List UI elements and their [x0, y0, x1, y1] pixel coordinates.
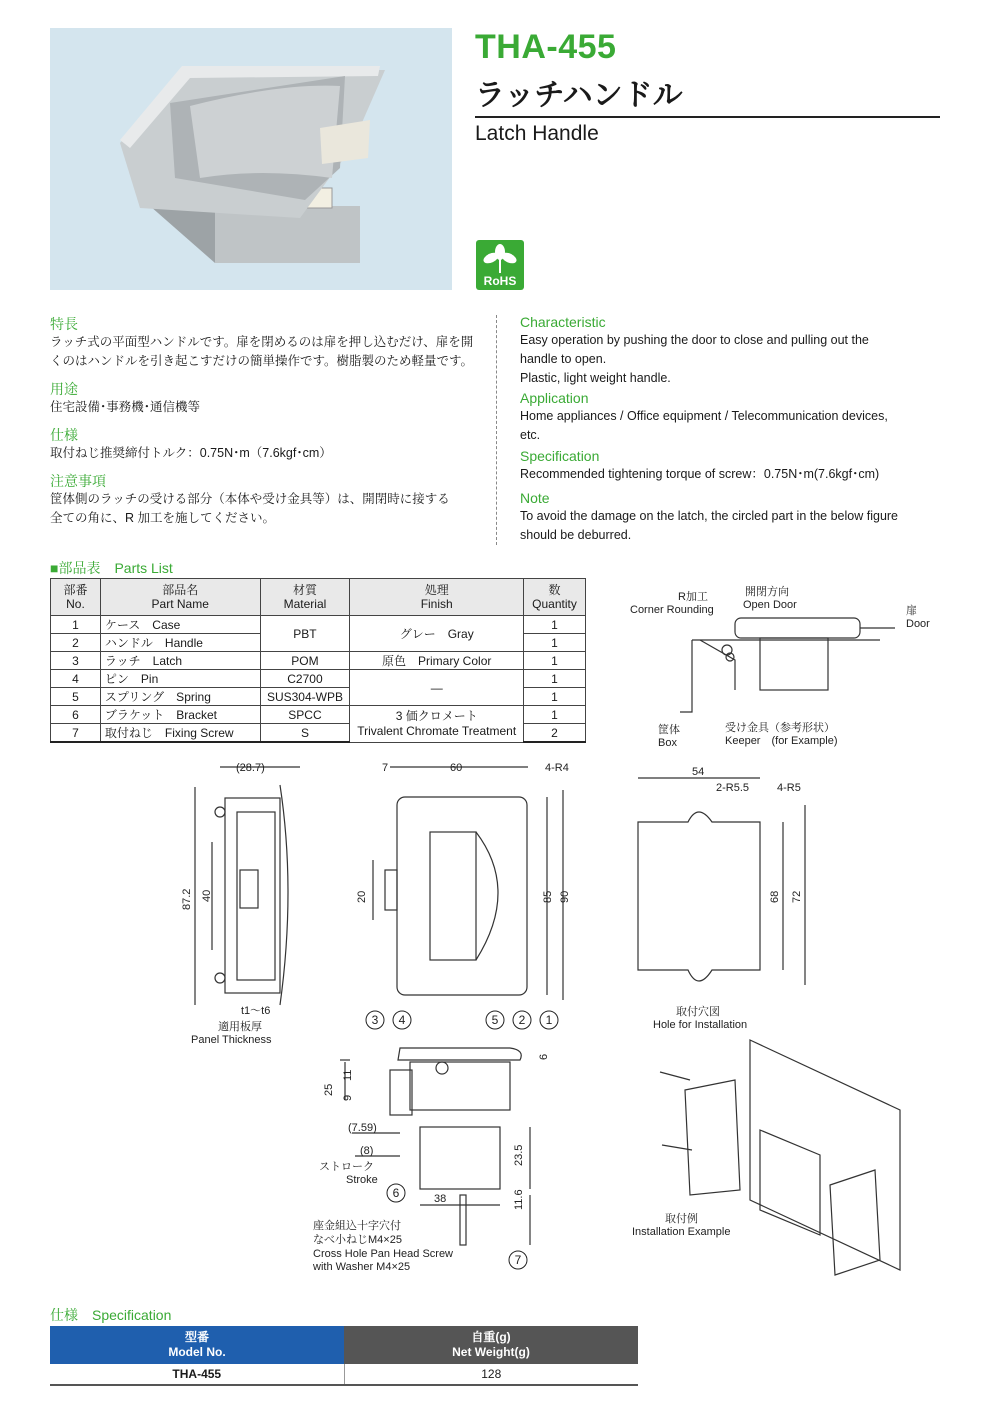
dim-2-r5-5: 2-R5.5	[716, 782, 750, 794]
usage-heading-jp: 用途	[50, 381, 78, 397]
callout-1: 1	[545, 1013, 553, 1027]
keeper-label-jp: 受け金具（参考形状）	[725, 722, 835, 734]
table-row: 7 取付ねじ Fixing Screw S 2	[51, 724, 586, 743]
col-model: 型番 Model No.	[50, 1326, 344, 1364]
specification-table-heading: 仕様 Specification	[50, 1307, 172, 1323]
char-line-2: handle to open.	[520, 352, 607, 366]
install-label-jp: 取付例	[665, 1213, 698, 1225]
table-row: 2 ハンドル Handle 1	[51, 634, 586, 652]
dim-54: 54	[692, 766, 705, 778]
stroke-label-en: Stroke	[346, 1174, 378, 1186]
specification-heading: Specification	[520, 448, 600, 464]
callout-4: 4	[398, 1013, 406, 1027]
panel-label-jp: 適用板厚	[218, 1021, 262, 1033]
spec-heading-jp: 仕様	[50, 427, 78, 443]
dim-7: 7	[382, 762, 389, 774]
col-weight: 自重(g) Net Weight(g)	[344, 1326, 638, 1364]
door-label-jp: 扉	[906, 605, 917, 617]
dim-6: 6	[538, 1053, 550, 1060]
section-view	[680, 618, 895, 712]
parts-list-heading: ■部品表 Parts List	[50, 560, 173, 576]
note-text	[520, 507, 898, 545]
dim-9: 9	[342, 1094, 354, 1101]
dim-87-2: 87.2	[181, 888, 193, 910]
dim-60: 60	[450, 762, 463, 774]
dim-11: 11	[342, 1069, 354, 1081]
table-row	[50, 1364, 638, 1385]
callout-2: 2	[518, 1013, 526, 1027]
table-row: 3 ラッチ Latch POM 原色 Primary Color 1	[51, 652, 586, 670]
note-heading-jp: 注意事項	[50, 473, 106, 489]
dim-20: 20	[356, 890, 368, 903]
keeper-label-en: Keeper (for Example)	[725, 735, 838, 747]
box-label-jp: 筐体	[658, 724, 680, 736]
rohs-label: RoHS	[483, 274, 517, 288]
install-label-en: Installation Example	[632, 1226, 731, 1238]
application-text	[520, 407, 888, 445]
hole-view	[638, 778, 805, 985]
callout-6: 6	[392, 1186, 400, 1200]
dim-85: 85	[542, 890, 554, 903]
features-heading-jp: 特長	[50, 316, 78, 332]
installation-view	[660, 1040, 900, 1275]
note-en-line-2: should be deburred.	[520, 528, 632, 542]
stroke-label-jp: ストローク	[319, 1161, 374, 1173]
table-row: 6 ブラケット Bracket SPCC 3 価クロメート Trivalent Chromate Treatment 1	[51, 706, 586, 724]
char-line-1: Easy operation by pushing the door to close and pulling out the	[520, 333, 869, 347]
dim-7-59: (7.59)	[348, 1122, 377, 1134]
spec-text-jp: 取付ねじ推奨締付トルク：0.75N･m（7.6kgf･cm）	[50, 446, 332, 460]
usage-text-jp: 住宅設備･事務機･通信機等	[50, 400, 201, 414]
dim-4-r4: 4-R4	[545, 762, 569, 774]
open-label-jp: 開閉方向	[745, 586, 789, 598]
panel-label-en: Panel Thickness	[191, 1034, 272, 1046]
features-line-1: ラッチ式の平面型ハンドルです。扉を閉めるのは扉を押し込むだけ、扉を開	[50, 335, 474, 349]
dim-90: 90	[559, 890, 571, 903]
column-divider	[496, 315, 497, 545]
spec-header-row	[50, 1326, 638, 1364]
col-quantity: 数 Quantity	[524, 579, 586, 616]
spec-model-value: THA-455	[50, 1364, 344, 1385]
specification-table	[50, 1326, 638, 1386]
page-title-en: Latch Handle	[475, 122, 599, 145]
application-heading: Application	[520, 390, 589, 406]
r-label-en: Corner Rounding	[630, 604, 714, 616]
dim-38: 38	[434, 1193, 447, 1205]
rohs-badge	[476, 240, 524, 290]
specification-text: Recommended tightening torque of screw：0.75N･m(7.6kgf･cm)	[520, 467, 880, 481]
col-part-name: 部品名 Part Name	[100, 579, 260, 616]
open-label-en: Open Door	[743, 599, 797, 611]
features-line-2: くのはハンドルを引き起こすだけの簡単操作です。樹脂製のため軽量です。	[50, 354, 474, 368]
app-line-1: Home appliances / Office equipment / Telecommunication devices,	[520, 409, 888, 423]
door-label-en: Door	[906, 618, 930, 630]
screw-label-en-2: with Washer M4×25	[313, 1261, 411, 1273]
dim-11-6: 11.6	[513, 1189, 525, 1210]
dim-25: 25	[323, 1083, 335, 1096]
r-label-jp: R加工	[678, 591, 708, 603]
dim-72: 72	[791, 890, 803, 903]
col-material: 材質 Material	[260, 579, 350, 616]
col-no: 部番 No.	[51, 579, 101, 616]
dim-68: 68	[769, 890, 781, 903]
features-text-jp	[50, 333, 473, 371]
page-title-jp: ラッチハンドル	[475, 78, 683, 113]
screw-label-jp-2: なべ小ねじM4×25	[313, 1234, 402, 1246]
product-photo	[50, 28, 452, 290]
app-line-2: etc.	[520, 428, 541, 442]
callout-3: 3	[371, 1013, 379, 1027]
characteristic-text	[520, 331, 869, 388]
note-line-1: 筐体側のラッチの受ける部分（本体や受け金具等）は、開閉時に接する	[50, 492, 450, 506]
panel-range: t1～t6	[241, 1005, 271, 1017]
hole-label-jp: 取付穴図	[676, 1006, 720, 1018]
model-number: THA-455	[475, 28, 617, 66]
dim-28-7: (28.7)	[236, 762, 265, 774]
note-text-jp	[50, 490, 450, 528]
front-view	[373, 767, 563, 1000]
side-view	[195, 767, 300, 1005]
title-divider	[475, 116, 940, 118]
table-row: 4 ピン Pin C2700 — 1	[51, 670, 586, 688]
dim-8: (8)	[360, 1145, 374, 1157]
note-line-2: 全ての角に、R 加工を施してください。	[50, 511, 276, 525]
note-heading: Note	[520, 490, 550, 506]
leaf-icon	[476, 242, 524, 276]
note-en-line-1: To avoid the damage on the latch, the circled part in the below figure	[520, 509, 899, 523]
char-line-3: Plastic, light weight handle.	[520, 371, 671, 385]
callout-7: 7	[514, 1253, 522, 1267]
screw-label-en-1: Cross Hole Pan Head Screw	[313, 1248, 454, 1260]
latch-handle-photo	[50, 28, 452, 290]
dim-40: 40	[201, 889, 213, 902]
screw-label-jp-1: 座金組込十字穴付	[313, 1220, 401, 1232]
dim-23-5: 23.5	[513, 1144, 525, 1166]
callout-5: 5	[491, 1013, 499, 1027]
table-row: 5 スプリング Spring SUS304-WPB 1	[51, 688, 586, 706]
technical-drawing	[0, 560, 1000, 1300]
table-row: 1 ケース Case PBT グレー Gray 1	[51, 616, 586, 634]
dim-4-r5: 4-R5	[777, 782, 801, 794]
col-finish: 処理 Finish	[350, 579, 524, 616]
box-label-en: Box	[658, 737, 677, 749]
characteristic-heading: Characteristic	[520, 314, 606, 330]
hole-label-en: Hole for Installation	[653, 1019, 748, 1031]
spec-weight-value: 128	[344, 1364, 638, 1385]
